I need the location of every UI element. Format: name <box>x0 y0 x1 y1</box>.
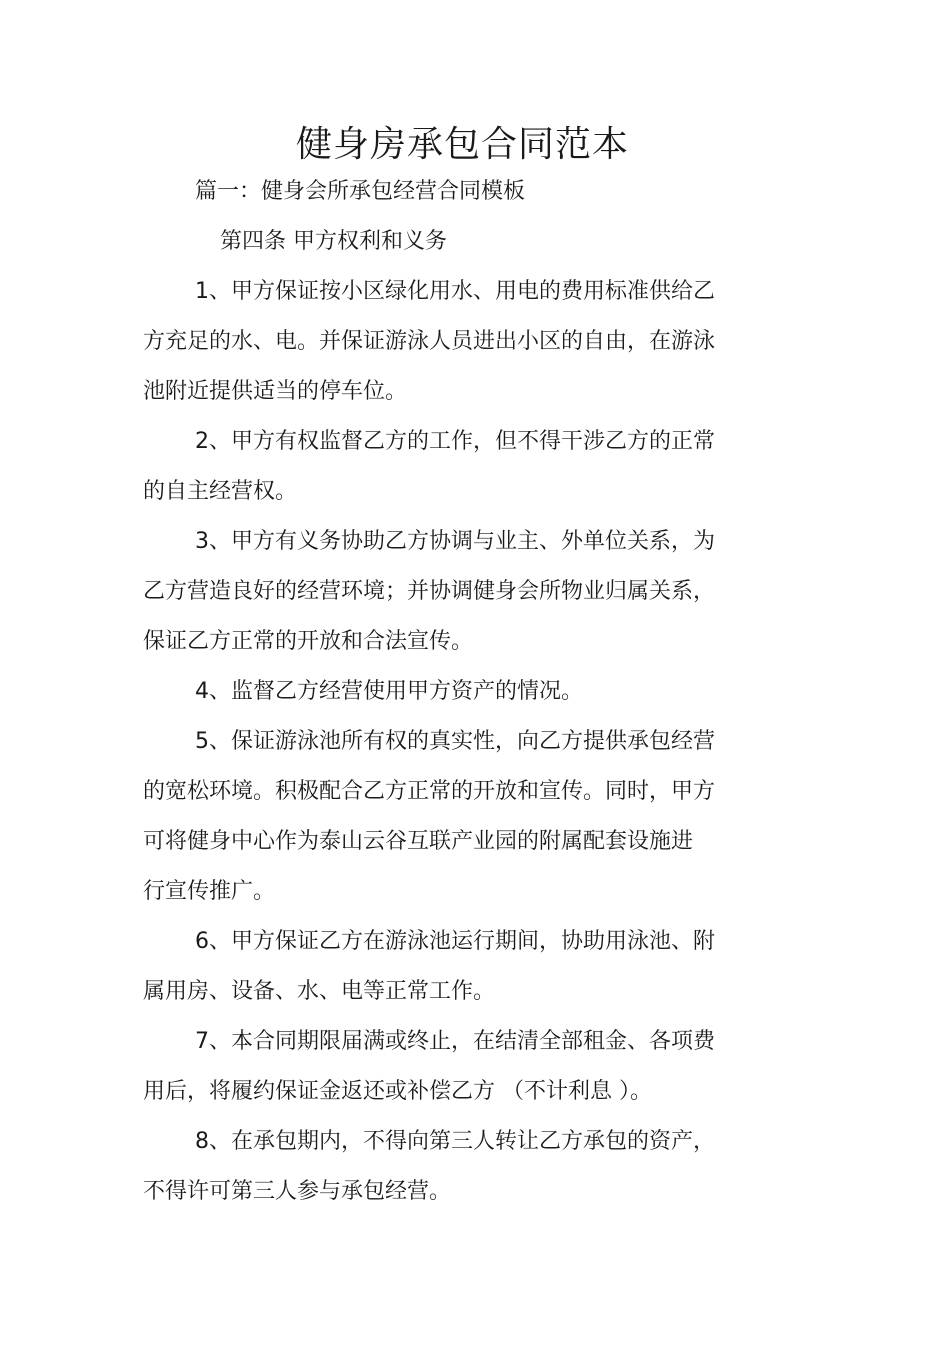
paragraph-line: 5、保证游泳池所有权的真实性，向乙方提供承包经营 <box>195 729 715 754</box>
paragraph-line: 的自主经营权。 <box>143 479 298 504</box>
paragraph-line: 乙方营造良好的经营环境；并协调健身会所物业归属关系， <box>143 579 716 604</box>
paragraph-line: 6、甲方保证乙方在游泳池运行期间，协助用泳池、附 <box>195 929 715 954</box>
paragraph-line: 行宣传推广。 <box>143 879 276 904</box>
paragraph-line: 用后，将履约保证金返还或补偿乙方 （不计利息 ）。 <box>143 1079 652 1104</box>
paragraph-line: 7、本合同期限届满或终止，在结清全部租金、各项费 <box>195 1029 715 1054</box>
paragraph-line: 池附近提供适当的停车位。 <box>143 379 408 404</box>
paragraph-line: 可将健身中心作为泰山云谷互联产业园的附属配套设施进 <box>143 829 694 854</box>
paragraph-line: 8、在承包期内，不得向第三人转让乙方承包的资产， <box>195 1129 715 1154</box>
article-heading: 第四条 甲方权利和义务 <box>220 229 447 254</box>
document-title: 健身房承包合同范本 <box>295 124 629 165</box>
paragraph-line: 3、甲方有义务协助乙方协调与业主、外单位关系，为 <box>195 529 715 554</box>
document-subtitle: 篇一：健身会所承包经营合同模板 <box>195 179 526 204</box>
paragraph-line: 1、甲方保证按小区绿化用水、用电的费用标准供给乙 <box>195 279 715 304</box>
paragraph-line: 的宽松环境。积极配合乙方正常的开放和宣传。同时，甲方 <box>143 779 716 804</box>
paragraph-line: 2、甲方有权监督乙方的工作，但不得干涉乙方的正常 <box>195 429 715 454</box>
paragraph-line: 属用房、设备、水、电等正常工作。 <box>143 979 496 1004</box>
paragraph-line: 方充足的水、电。并保证游泳人员进出小区的自由，在游泳 <box>143 329 716 354</box>
paragraph-line: 4、监督乙方经营使用甲方资产的情况。 <box>195 679 583 704</box>
paragraph-line: 不得许可第三人参与承包经营。 <box>143 1179 452 1204</box>
paragraph-line: 保证乙方正常的开放和合法宣传。 <box>143 629 474 654</box>
